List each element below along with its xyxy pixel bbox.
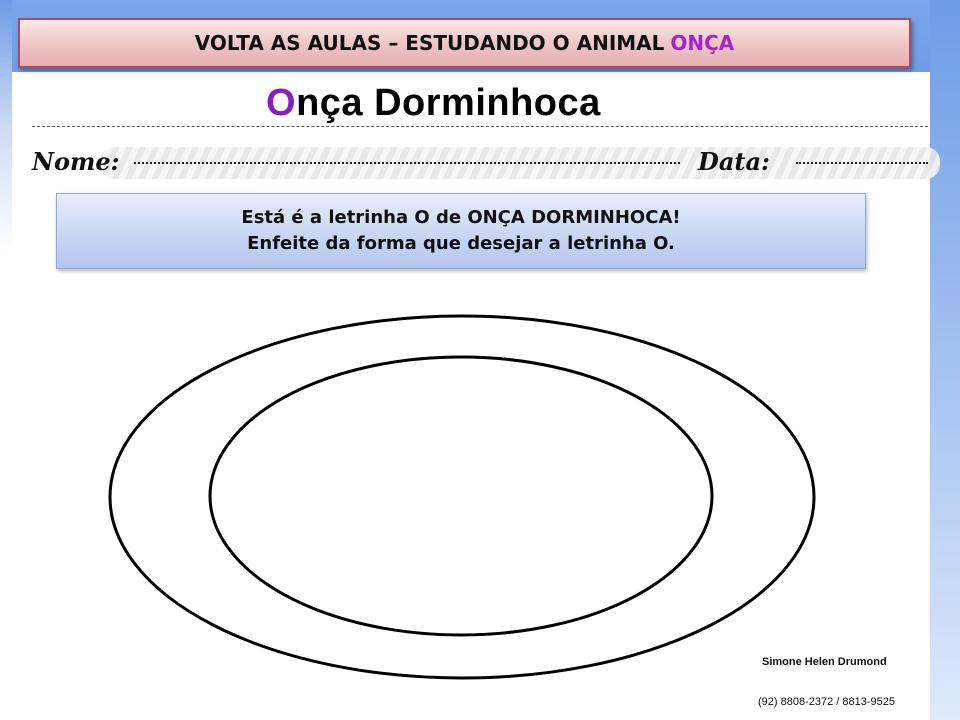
author-credit: Simone Helen Drumond (762, 656, 887, 668)
worksheet-title-first-letter: O (266, 82, 297, 124)
slide-title-text: VOLTA AS AULAS – ESTUDANDO O ANIMAL (194, 31, 665, 55)
date-label: Data: (698, 147, 770, 176)
instruction-line-1: Está é a letrinha O de ONÇA DORMINHOCA! (241, 207, 681, 228)
worksheet-title-rest: nça Dorminhoca (296, 82, 601, 124)
letter-o-outer-ring (110, 316, 814, 678)
instruction-box (56, 193, 866, 269)
slide-title-banner (18, 18, 911, 68)
left-decorative-band (0, 0, 12, 720)
name-write-line[interactable] (134, 162, 680, 164)
name-date-row (30, 143, 930, 183)
dashed-divider (32, 126, 928, 127)
instruction-line-2: Enfeite da forma que desejar a letrinha O. (247, 233, 675, 254)
date-write-line[interactable] (796, 162, 928, 164)
right-decorative-band (930, 0, 960, 720)
slide-title-highlight: ONÇA (670, 31, 735, 55)
worksheet-title (266, 82, 601, 125)
letter-o-inner-ring (210, 357, 712, 635)
author-phone: (92) 8808-2372 / 8813-9525 (758, 696, 895, 708)
letter-o-outline[interactable] (104, 310, 820, 700)
name-label: Nome: (32, 147, 120, 176)
